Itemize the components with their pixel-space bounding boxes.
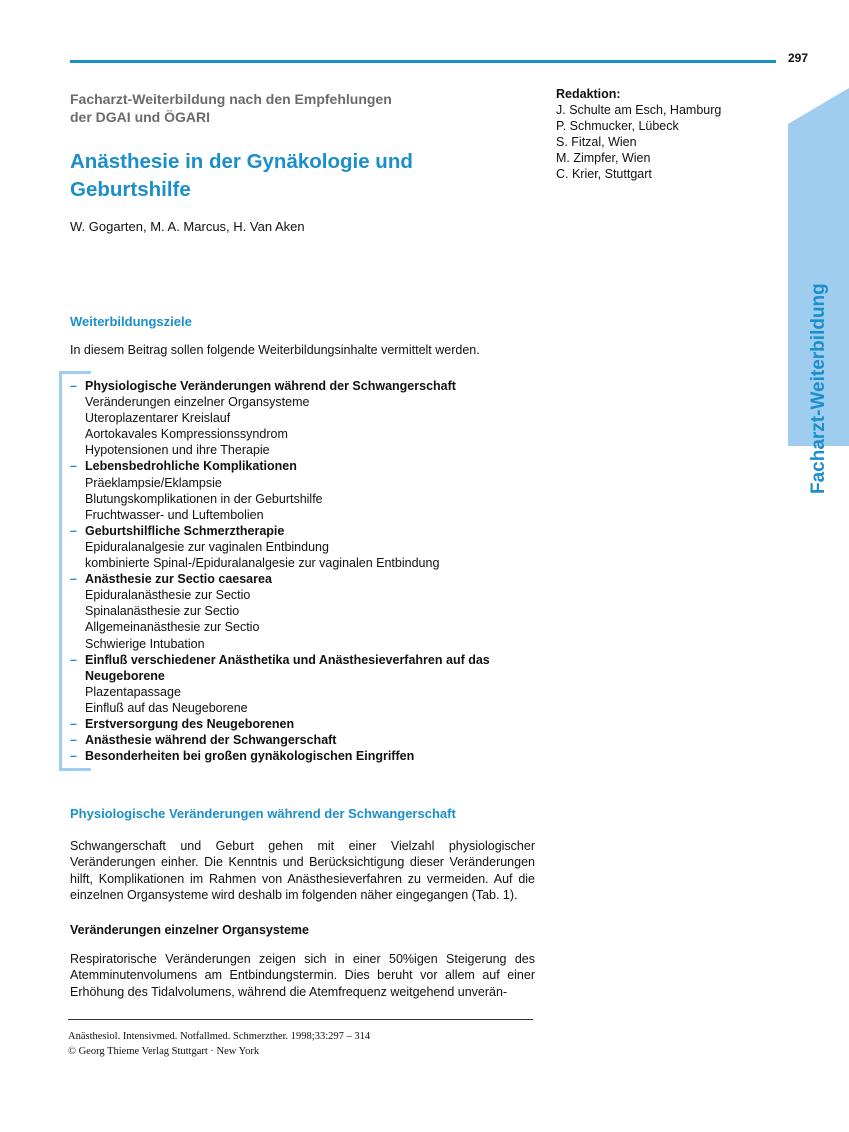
section-paragraph: Schwangerschaft und Geburt gehen mit einer Vielzahl physiologischer Veränderungen einher. Die Kenntnis und Berücksichtigung dieser Veränderungen hilft, Komplikationen im Rahmen von Anästhesieverfahren zu vermeiden. Auf die einzelnen Organsysteme wird deshalb im folgenden näher eingegangen (Tab. 1).	[70, 839, 535, 903]
header-rule	[70, 60, 776, 63]
dash-marker: –	[70, 749, 77, 764]
objective-heading: Anästhesie zur Sectio caesarea	[85, 572, 272, 587]
objective-subitem: Allgemeinanästhesie zur Sectio	[85, 620, 260, 635]
authors: W. Gogarten, M. A. Marcus, H. Van Aken	[70, 219, 305, 234]
objective-subitem: Uteroplazentarer Kreislauf	[85, 411, 231, 426]
series-label	[70, 90, 490, 126]
editor-name: M. Zimpfer, Wien	[556, 151, 651, 165]
objective-subitem: kombinierte Spinal-/Epiduralanalgesie zur vaginalen Entbindung	[85, 556, 440, 571]
objective-heading: Geburtshilfliche Schmerztherapie	[85, 523, 285, 538]
side-tab-label: Facharzt-Weiterbildung	[808, 283, 829, 494]
objective-subitem: Epiduralanästhesie zur Sectio	[85, 588, 251, 603]
objectives-list	[70, 378, 530, 764]
footer-rule	[68, 1019, 533, 1020]
editors-heading: Redaktion:	[556, 87, 621, 101]
editor-name: P. Schmucker, Lübeck	[556, 119, 679, 133]
objective-item	[70, 716, 530, 732]
editor-name: J. Schulte am Esch, Hamburg	[556, 103, 722, 117]
copyright: © Georg Thieme Verlag Stuttgart · New York	[68, 1046, 260, 1057]
dash-marker: –	[70, 459, 77, 474]
objective-subitem: Plazentapassage	[85, 684, 181, 699]
objective-heading: Erstversorgung des Neugeborenen	[85, 716, 295, 731]
objective-item	[70, 523, 530, 571]
objective-item	[70, 652, 530, 716]
objective-item	[70, 571, 530, 651]
objective-subitem: Hypotensionen und ihre Therapie	[85, 443, 270, 458]
objective-subitem: Epiduralanalgesie zur vaginalen Entbindung	[85, 539, 329, 554]
dash-marker: –	[70, 572, 77, 587]
objective-item	[70, 458, 530, 522]
dash-marker: –	[70, 733, 77, 748]
journal-citation: Anästhesiol. Intensivmed. Notfallmed. Schmerzther. 1998;33:297 – 314	[68, 1031, 371, 1042]
page-number: 297	[788, 51, 809, 65]
objective-heading: Lebensbedrohliche Komplikationen	[85, 459, 297, 474]
series-label-line: der DGAI und ÖGARI	[70, 109, 210, 125]
dash-marker: –	[70, 523, 77, 538]
objective-subitem: Aortokavales Kompressionssyndrom	[85, 427, 288, 442]
objective-item	[70, 378, 530, 458]
article-title-line: Geburtshilfe	[70, 178, 191, 201]
dash-marker: –	[70, 716, 77, 731]
dash-marker: –	[70, 379, 77, 393]
footer	[68, 1029, 370, 1059]
objective-subitem: Einfluß auf das Neugeborene	[85, 700, 248, 715]
dash-marker: –	[70, 652, 77, 667]
objective-subitem: Präeklampsie/Eklampsie	[85, 475, 222, 490]
objectives-cap-bottom	[59, 768, 91, 771]
objective-item	[70, 732, 530, 748]
objective-subitem: Veränderungen einzelner Organsysteme	[85, 395, 310, 410]
editors-box	[556, 86, 721, 182]
objective-subitem: Blutungskomplikationen in der Geburtshilfe	[85, 491, 323, 506]
objectives-cap-top	[59, 371, 91, 374]
objective-subitem: Spinalanästhesie zur Sectio	[85, 604, 240, 619]
objectives-heading: Weiterbildungsziele	[70, 314, 192, 329]
objective-item	[70, 748, 530, 764]
objective-subitem: Fruchtwasser- und Luftembolien	[85, 507, 264, 522]
objective-heading: Einfluß verschiedener Anästhetika und Anästhesieverfahren auf das Neugeborene	[85, 652, 490, 683]
section-heading: Physiologische Veränderungen während der Schwangerschaft	[70, 806, 456, 821]
objective-heading: Physiologische Veränderungen während der Schwangerschaft	[85, 379, 456, 393]
series-label-line: Facharzt-Weiterbildung nach den Empfehlungen	[70, 91, 392, 107]
subsection-paragraph: Respiratorische Veränderungen zeigen sich in einer 50%igen Steigerung des Atemminutenvolumens am Entbindungstermin. Dies beruht vor allem auf einer Erhöhung des Tidalvolumens, während die Atemfrequenz weitgehend unverän-	[70, 952, 535, 999]
objectives-intro: In diesem Beitrag sollen folgende Weiterbildungsinhalte vermittelt werden.	[70, 343, 480, 357]
objectives-bar	[59, 371, 62, 771]
editor-name: S. Fitzal, Wien	[556, 135, 637, 149]
objective-subitem: Schwierige Intubation	[85, 636, 205, 651]
subsection-heading: Veränderungen einzelner Organsysteme	[70, 923, 309, 937]
objective-heading: Anästhesie während der Schwangerschaft	[85, 733, 337, 748]
objective-heading: Besonderheiten bei großen gynäkologischen Eingriffen	[85, 749, 415, 764]
article-title	[70, 148, 510, 204]
article-title-line: Anästhesie in der Gynäkologie und	[70, 150, 413, 173]
editor-name: C. Krier, Stuttgart	[556, 167, 652, 181]
